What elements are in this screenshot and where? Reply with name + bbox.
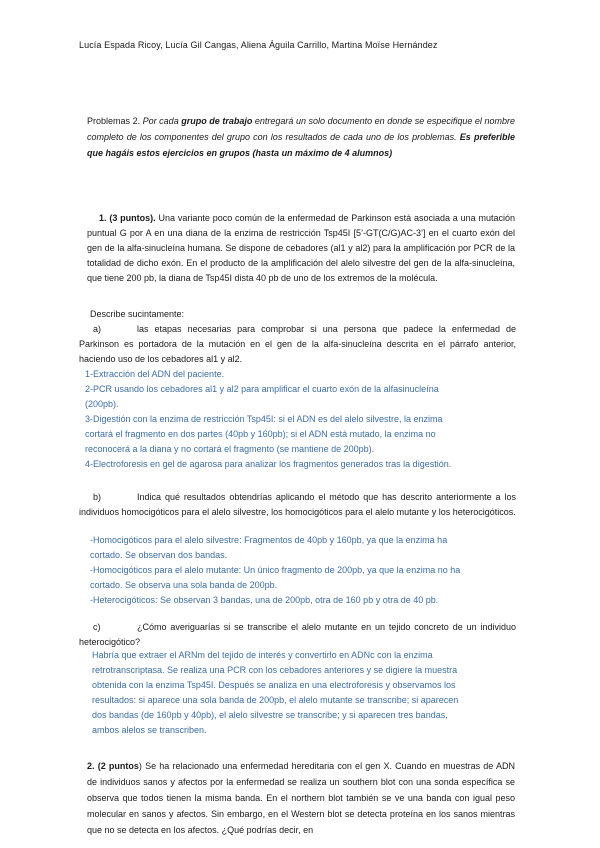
part-b-answer <box>90 533 460 608</box>
part-b-question <box>79 490 516 520</box>
intro-group-emphasis: grupo de trabajo <box>181 116 253 126</box>
answer-line: 4-Electroforesis en gel de agarosa para analizar los fragmentos generados tras la digestión. <box>85 459 452 469</box>
part-a-question <box>79 322 516 367</box>
question-1-text: Una variante poco común de la enfermedad de Parkinson está asociada a una mutación puntual G por A en una diana de la enzima de restricción Tsp45I [5’-GT(C/G)AC-3’] en el cuarto exón del gen de la alfa-sinucleína humana. Se dispone de cebadores (al1 y al2) para la amplificación por PCR de la totalidad de dicho exón. En el producto de la amplificación del alelo silvestre del gen de la alfa-sinucleína, que tiene 200 pb, la diana de Tsp45I dista 40 pb de uno de los extremos de la molécula. <box>87 213 516 283</box>
answer-line: cortado. Se observan dos bandas. <box>90 550 228 560</box>
describe-heading: Describe sucintamente: <box>90 309 185 319</box>
answer-line: cortado. Se observa una sola banda de 200pb. <box>90 580 278 590</box>
intro-text-a: Por cada <box>142 116 182 126</box>
part-c-answer <box>92 648 458 738</box>
answer-line: obtenida con la enzima Tsp45I. Después se analiza en una electroforesis y observamos los <box>92 680 456 690</box>
answer-line: 2-PCR usando los cebadores al1 y al2 para amplificar el cuarto exón de la alfasinucleína <box>85 384 439 394</box>
part-a-answer <box>85 367 451 472</box>
answer-line: (200pb). <box>85 399 119 409</box>
answer-line: retrotranscriptasa. Se realiza una PCR con los cebadores anteriores y se digiere la muestra <box>92 665 458 675</box>
part-b-text: Indica qué resultados obtendrías aplicando el método que has descrito anteriormente a los individuos homocigóticos para el alelo silvestre, los homocigóticos para el alelo mutante y los heterocigóticos. <box>79 492 516 517</box>
answer-line: dos bandas (de 160pb y 40pb), el alelo silvestre se transcribe; y si aparecen tres bandas, <box>92 710 448 720</box>
question-2-statement <box>87 758 515 838</box>
answer-line: ambos alelos se transcriben. <box>92 725 207 735</box>
intro-instructions <box>87 116 515 158</box>
answer-line: reconocerá a la diana y no cortará el fragmento (se mantiene de 200pb). <box>85 444 375 454</box>
answer-line: resultados: si aparece una sola banda de 200pb, el alelo mutante se transcribe; si aparecen <box>92 695 459 705</box>
intro-group-note: Es preferible que hagáis estos ejercicios en grupos (hasta un máximo de 4 alumnos) <box>87 132 515 158</box>
answer-line: cortará el fragmento en dos partes (40pb y 160pb); si el ADN está mutado, la enzima no <box>85 429 436 439</box>
question-2-number: 2. (2 puntos <box>87 761 139 771</box>
answer-line: -Homocigóticos para el alelo silvestre: Fragmentos de 40pb y 160pb, ya que la enzima ha <box>90 535 448 545</box>
authors-line: Lucía Espada Ricoy, Lucía Gil Cangas, Aliena Águila Carrillo, Martina Moïse Hernández <box>79 40 438 50</box>
intro-paragraph <box>87 113 515 161</box>
question-2-text: ) Se ha relacionado una enfermedad hereditaria con el gen X. Cuando en muestras de ADN de individuos sanos y afectos por la enfermedad se realiza un southern blot con una sonda específica se observa que todos tienen la misma banda. En el northern blot también se ve una banda con igual peso molecular en sanos y afectos. Sin embargo, en el Western blot se detecta proteína en los sanos mientras que no se detecta en los afectos. ¿Qué podrías decir, en <box>87 761 515 835</box>
answer-line: 1-Extracción del ADN del paciente. <box>85 369 225 379</box>
part-a-label: a) <box>93 324 102 334</box>
answer-line: 3-Digestión con la enzima de restricción Tsp45I: si el ADN es del alelo silvestre, la enzima <box>85 414 443 424</box>
intro-text-b: entregará un solo documento en donde se especifique el nombre completo de los componentes del grupo con los resultados de cada uno de los problemas. <box>87 116 515 142</box>
question-1-statement <box>87 211 515 286</box>
part-c-label: c) <box>93 622 101 632</box>
intro-problem-label: Problemas 2. <box>87 116 143 126</box>
part-b-label: b) <box>93 492 102 502</box>
answer-line: Habría que extraer el ARNm del tejido de interés y convertirlo en ADNc con la enzima <box>92 650 433 660</box>
answer-line: -Heterocigóticos: Se observan 3 bandas, una de 200pb, otra de 160 pb y otra de 40 pb. <box>90 595 439 605</box>
part-c-text: ¿Cómo averiguarías si se transcribe el alelo mutante en un tejido concreto de un individuo heterocigótico? <box>79 622 516 647</box>
part-c-question <box>79 620 516 650</box>
question-1-number: 1. (3 puntos). <box>99 213 156 223</box>
answer-line: -Homocigóticos para el alelo mutante: Un único fragmento de 200pb, ya que la enzima no ha <box>90 565 461 575</box>
part-a-text: las etapas necesarias para comprobar si una persona que padece la enfermedad de Parkinson es portadora de la mutación en el gen de la alfa-sinucleína descrita en el párrafo anterior, haciendo uso de los cebadores al1 y al2. <box>79 324 516 364</box>
